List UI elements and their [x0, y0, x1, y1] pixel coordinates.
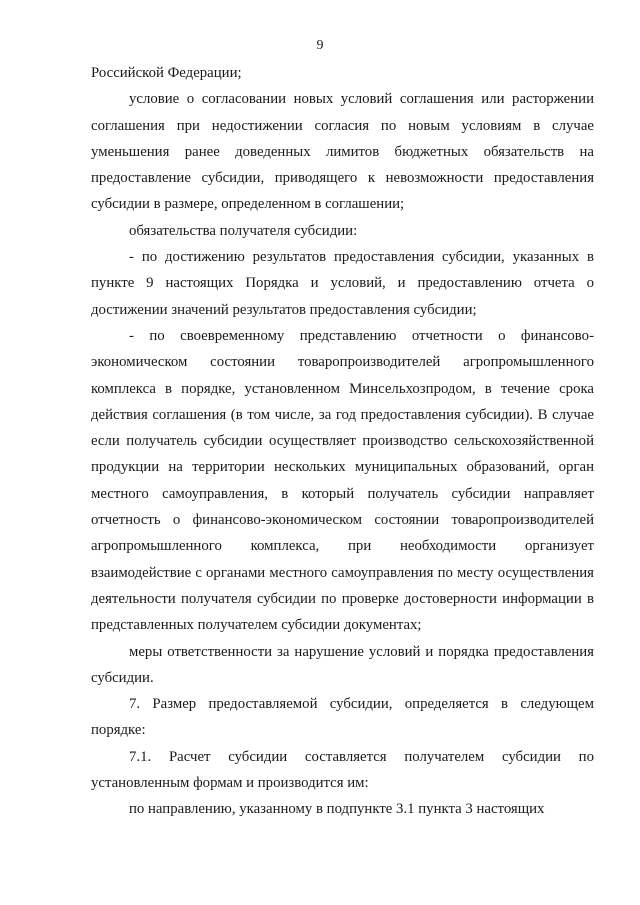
paragraph-section-7-1: 7.1. Расчет субсидии составляется получателем субсидии по установленным формам и производится им: [91, 748, 594, 792]
paragraph-recipient-obligations: обязательства получателя субсидии: [129, 222, 358, 239]
paragraph-federation-end: Российской Федерации; [91, 65, 242, 81]
paragraph-responsibility: меры ответственности за нарушение условий и порядка предоставления субсидии. [91, 643, 594, 686]
document-body [91, 60, 594, 823]
paragraph-reporting-obligation: - по своевременному представлению отчетности о финансово-экономическом состоянии товаропроизводителей агропромышленного комплекса в порядке, установленном Минсельхозпродом, в течение срока действия соглашения (в том числе, за год предоставления субсидии). В случае если получатель субсидии осуществляет производство сельскохозяйственной продукции на территории нескольких муниципальных образований, орган местного самоуправления, в который получатель субсидии направляет отчетность о финансово-экономическом состоянии товаропроизводителей агропромышленного комплекса, при необходимости организует взаимодействие с органами местного самоуправления по месту осуществления деятельности получателя субсидии по проверке достоверности информации в представленных получателем субсидии документах; [91, 327, 594, 634]
paragraph-section-7: 7. Размер предоставляемой субсидии, определяется в следующем порядке: [91, 696, 594, 739]
paragraph-agreement-condition: условие о согласовании новых условий соглашения или расторжении соглашения при недостижении согласия по новым условиям в случае уменьшения ранее доведенных лимитов бюджетных обязательств на предоставление субсидии, приводящего к невозможности предоставления субсидии в размере, определенном в соглашении; [91, 91, 594, 213]
page-number: 9 [316, 38, 324, 53]
paragraph-direction-3-1: по направлению, указанному в подпункте 3.1 пункта 3 настоящих [129, 801, 545, 818]
paragraph-results-obligation: - по достижению результатов предоставления субсидии, указанных в пункте 9 настоящих Порядка и условий, и предоставлению отчета о достижении значений результатов предоставления субсидии; [91, 249, 594, 318]
